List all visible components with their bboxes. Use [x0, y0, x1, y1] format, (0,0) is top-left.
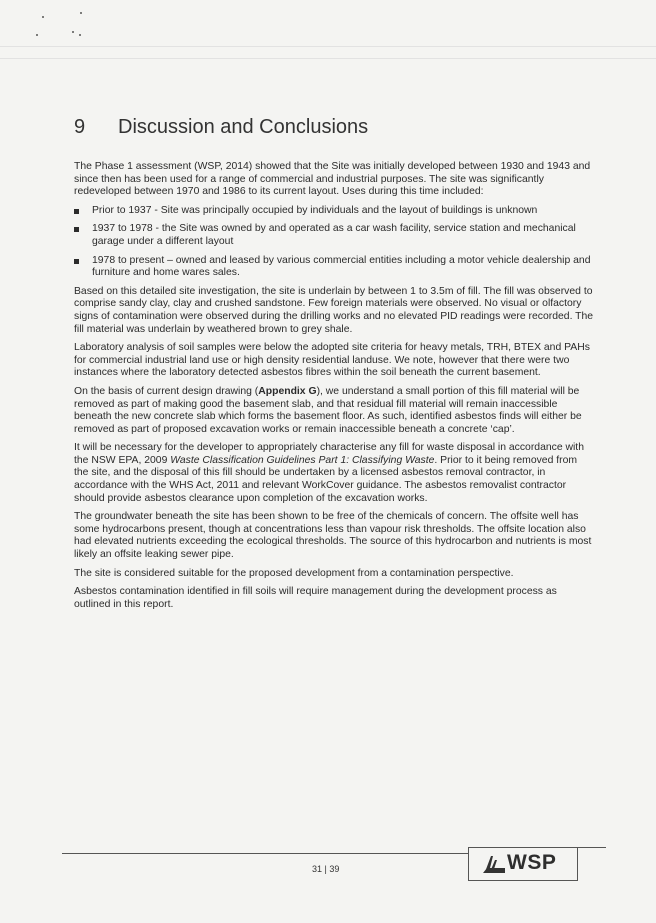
wsp-logo-text: WSP [507, 851, 557, 874]
footer-rule [62, 853, 468, 854]
bullet-text: 1978 to present – owned and leased by various commercial entities including a motor vehicle dealership and furniture and home wares sales. [92, 254, 591, 279]
bullet-item [74, 223, 594, 248]
suitability-paragraph: The site is considered suitable for the proposed development from a contamination perspective. [74, 567, 514, 579]
body-text [74, 161, 594, 617]
scan-line [0, 58, 656, 59]
waste-paragraph [74, 442, 594, 505]
history-bullet-list [74, 205, 594, 280]
intro-paragraph: The Phase 1 assessment (WSP, 2014) showed that the Site was initially developed between 1930 and 1943 and since then has been used for a range of commercial and industrial purposes. The site was significantly redeveloped between 1970 and 1986 to its current layout. Uses during this time included: [74, 161, 591, 198]
scan-speck [36, 34, 38, 36]
footer-rule-tail [576, 847, 606, 848]
waste-text-after: . Prior to it being removed from the site, and the disposal of this fill should be undertaken by a licensed asbestos removal contractor, in accordance with the WHS Act, 2011 and relevant WorkCover guidance. The asbestos removalist contractor should provide asbestos clearance upon completion of the excavation works. [74, 454, 578, 504]
asbestos-paragraph: Asbestos contamination identified in fill soils will require management during the development process as outlined in this report. [74, 586, 557, 610]
design-text-after: ), we understand a small portion of this fill material will be removed as part of making good the basement slab, and that residual fill material will remain inaccessible beneath the new concrete slab which forms the basement floor. As such, identified asbestos finds will either be removed as part of proposed excavation works or remain inaccessible beneath a concrete ‘cap’. [74, 385, 582, 435]
scan-speck [72, 31, 74, 33]
bullet-square-icon [74, 259, 79, 264]
wsp-logo-icon [483, 854, 505, 874]
design-paragraph [74, 386, 594, 436]
section-title: Discussion and Conclusions [118, 116, 369, 138]
bullet-square-icon [74, 209, 79, 214]
page-number: 31 | 39 [312, 864, 340, 874]
design-text-before: On the basis of current design drawing ( [74, 385, 259, 397]
bullet-item [74, 205, 594, 218]
scan-speck [80, 12, 82, 14]
bullet-square-icon [74, 227, 79, 232]
fill-paragraph: Based on this detailed site investigation, the site is underlain by between 1 to 3.5m of fill. The fill was observed to comprise sandy clay, clay and crushed sandstone. Few foreign materials were observed. No visual or olfactory signs of contamination were observed during the drilling works and no elevated PID readings were recorded. The fill material was underlain by weathered brown to grey shale. [74, 285, 594, 335]
scan-line [0, 46, 656, 47]
appendix-reference: Appendix G [258, 385, 317, 397]
groundwater-paragraph: The groundwater beneath the site has been shown to be free of the chemicals of concern. The offsite well has some hydrocarbons present, though at concentrations less than vapour risk thresholds. The offsite location also had elevated nutrients exceeding the ecological thresholds. The source of this hydrocarbon and nutrients is most likely an offsite leaking sewer pipe. [74, 511, 592, 561]
wsp-logo-box [468, 847, 578, 881]
bullet-text: Prior to 1937 - Site was principally occupied by individuals and the layout of buildings is unknown [92, 204, 538, 216]
scan-speck [42, 16, 44, 18]
scan-speck [79, 34, 81, 36]
laboratory-paragraph: Laboratory analysis of soil samples were below the adopted site criteria for heavy metals, TRH, BTEX and PAHs for commercial industrial land use or high density residential landuse. We note, however that there were two instances where the laboratory detected asbestos fibres within the soil beneath the current basement. [74, 342, 590, 379]
section-heading [74, 116, 368, 139]
waste-text-before: It will be necessary for the developer to appropriately characterise any fill for waste disposal in accordance with the NSW EPA, 2009 [74, 442, 584, 466]
section-number: 9 [74, 116, 86, 138]
bullet-text: 1937 to 1978 - the Site was owned by and operated as a car wash facility, service station and mechanical garage under a different layout [92, 223, 576, 247]
guideline-title: Waste Classification Guidelines Part 1: Classifying Waste [170, 454, 435, 466]
bullet-item [74, 255, 594, 280]
